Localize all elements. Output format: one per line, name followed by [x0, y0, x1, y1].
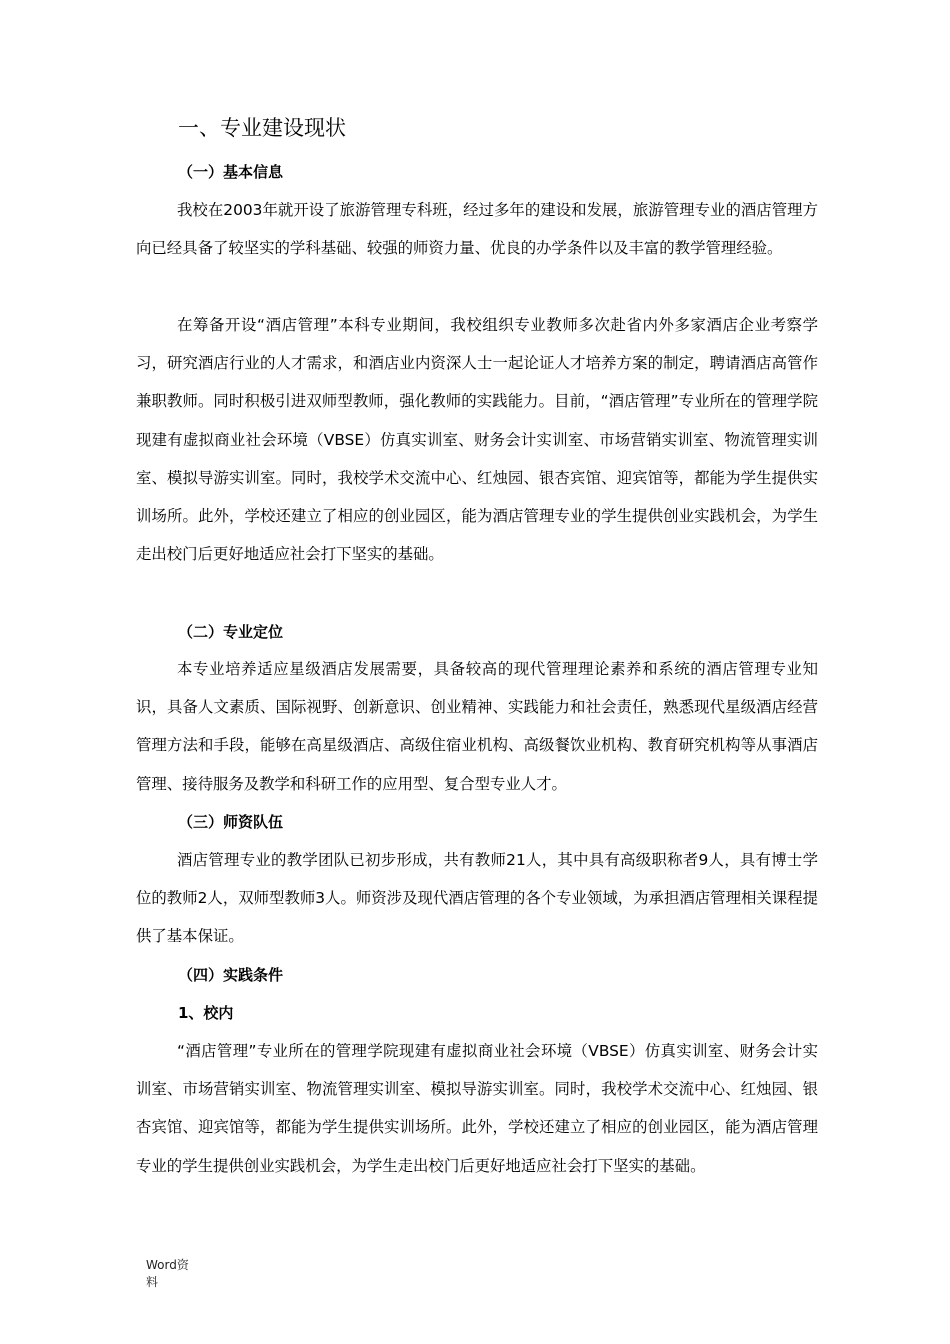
faculty-heading: （三）师资队伍 [178, 813, 284, 831]
basic-info-heading: （一）基本信息 [178, 163, 284, 181]
section-title: 一、专业建设现状 [178, 116, 346, 140]
positioning-paragraph: 本专业培养适应星级酒店发展需要，具备较高的现代管理理论素养和系统的酒店管理专业知识，具备人文素质、国际视野、创新意识、创业精神、实践能力和社会责任，熟悉现代星级酒店经营管理方法和手段，能够在高星级酒店、高级住宿业机构、高级餐饮业机构、教育研究机构等从事酒店管理、接待服务及教学和科研工作的应用型、复合型专业人才。 [136, 660, 818, 793]
practice-subheading-campus: 1、校内 [178, 1004, 234, 1022]
faculty-paragraph: 酒店管理专业的教学团队已初步形成，共有教师21人，其中具有高级职称者9人，具有博士学位的教师2人，双师型教师3人。师资涉及现代酒店管理的各个专业领域，为承担酒店管理相关课程提供了基本保证。 [136, 851, 818, 946]
positioning-heading: （二）专业定位 [178, 623, 284, 641]
basic-info-paragraph-2: 在筹备开设“酒店管理”本科专业期间，我校组织专业教师多次赴省内外多家酒店企业考察学习，研究酒店行业的人才需求，和酒店业内资深人士一起论证人才培养方案的制定，聘请酒店高管作兼职教师。同时积极引进双师型教师，强化教师的实践能力。目前，“酒店管理”专业所在的管理学院现建有虚拟商业社会环境（VBSE）仿真实训室、财务会计实训室、市场营销实训室、物流管理实训室、模拟导游实训室。同时，我校学术交流中心、红烛园、银杏宾馆、迎宾馆等，都能为学生提供实训场所。此外，学校还建立了相应的创业园区，能为酒店管理专业的学生提供创业实践机会，为学生走出校门后更好地适应社会打下坚实的基础。 [136, 316, 818, 564]
practice-paragraph: “酒店管理”专业所在的管理学院现建有虚拟商业社会环境（VBSE）仿真实训室、财务会计实训室、市场营销实训室、物流管理实训室、模拟导游实训室。同时，我校学术交流中心、红烛园、银杏宾馆、迎宾馆等，都能为学生提供实训场所。此外，学校还建立了相应的创业园区，能为酒店管理专业的学生提供创业实践机会，为学生走出校门后更好地适应社会打下坚实的基础。 [136, 1042, 818, 1175]
footer-label: Word资料 [146, 1258, 189, 1289]
practice-heading: （四）实践条件 [178, 966, 284, 984]
basic-info-paragraph-1: 我校在2003年就开设了旅游管理专科班，经过多年的建设和发展，旅游管理专业的酒店管理方向已经具备了较坚实的学科基础、较强的师资力量、优良的办学条件以及丰富的教学管理经验。 [136, 201, 818, 258]
